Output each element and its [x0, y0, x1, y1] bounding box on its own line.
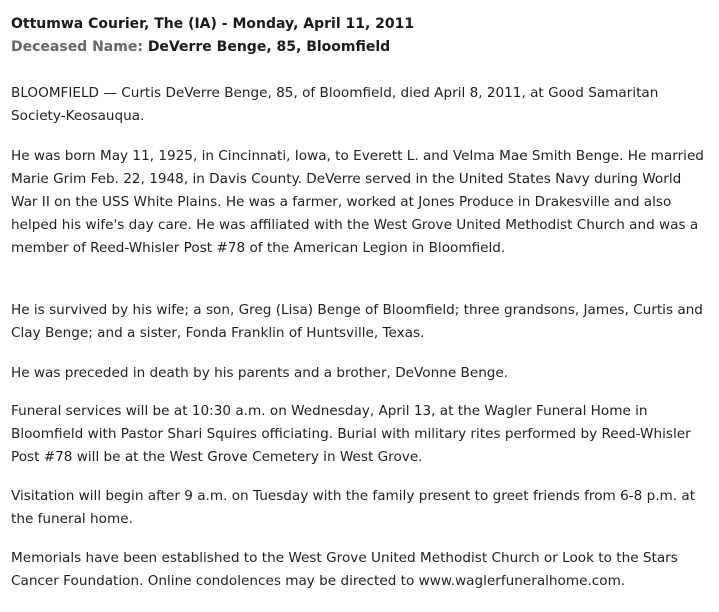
- paragraph-biography: He was born May 11, 1925, in Cincinnati, Iowa, to Everett L. and Velma Mae Smith Benge. He married Marie Grim Feb. 22, 1948, in Davis County. DeVerre served in the United States Navy during World War II on the USS White Plains. He was a farmer, worked at Jones Produce in Drakesville and also helped his wife's day care. He was affiliated with the West Grove United Methodist Church and was a member of Reed-Whisler Post #78 of the American Legion in Bloomfield.: [11, 148, 704, 256]
- paragraph-funeral-services: Funeral services will be at 10:30 a.m. on Wednesday, April 13, at the Wagler Funeral Home in Bloomfield with Pastor Shari Squires officiating. Burial with military rites performed by Reed-Whisler Post #78 will be at the West Grove Cemetery in West Grove.: [11, 403, 691, 465]
- deceased-name-line: [11, 36, 390, 58]
- paragraph-memorials: Memorials have been established to the West Grove United Methodist Church or Look to the Stars Cancer Foundation. Online condolences may be directed to www.waglerfuneralhome.com.: [11, 550, 678, 589]
- deceased-name-value: DeVerre Benge, 85, Bloomfield: [147, 39, 391, 55]
- paragraph-preceded-in-death: He was preceded in death by his parents and a brother, DeVonne Benge.: [11, 365, 509, 381]
- paragraph-visitation: Visitation will begin after 9 a.m. on Tuesday with the family present to greet friends from 6-8 p.m. at the funeral home.: [11, 488, 696, 527]
- deceased-name-label: Deceased Name:: [11, 39, 143, 55]
- paragraph-death-notice: BLOOMFIELD — Curtis DeVerre Benge, 85, of Bloomfield, died April 8, 2011, at Good Samaritan Society-Keosauqua.: [11, 85, 659, 124]
- paragraph-survivors: He is survived by his wife; a son, Greg (Lisa) Benge of Bloomfield; three grandsons, James, Curtis and Clay Benge; and a sister, Fonda Franklin of Huntsville, Texas.: [11, 302, 703, 341]
- source-heading: Ottumwa Courier, The (IA) - Monday, April 11, 2011: [11, 16, 415, 32]
